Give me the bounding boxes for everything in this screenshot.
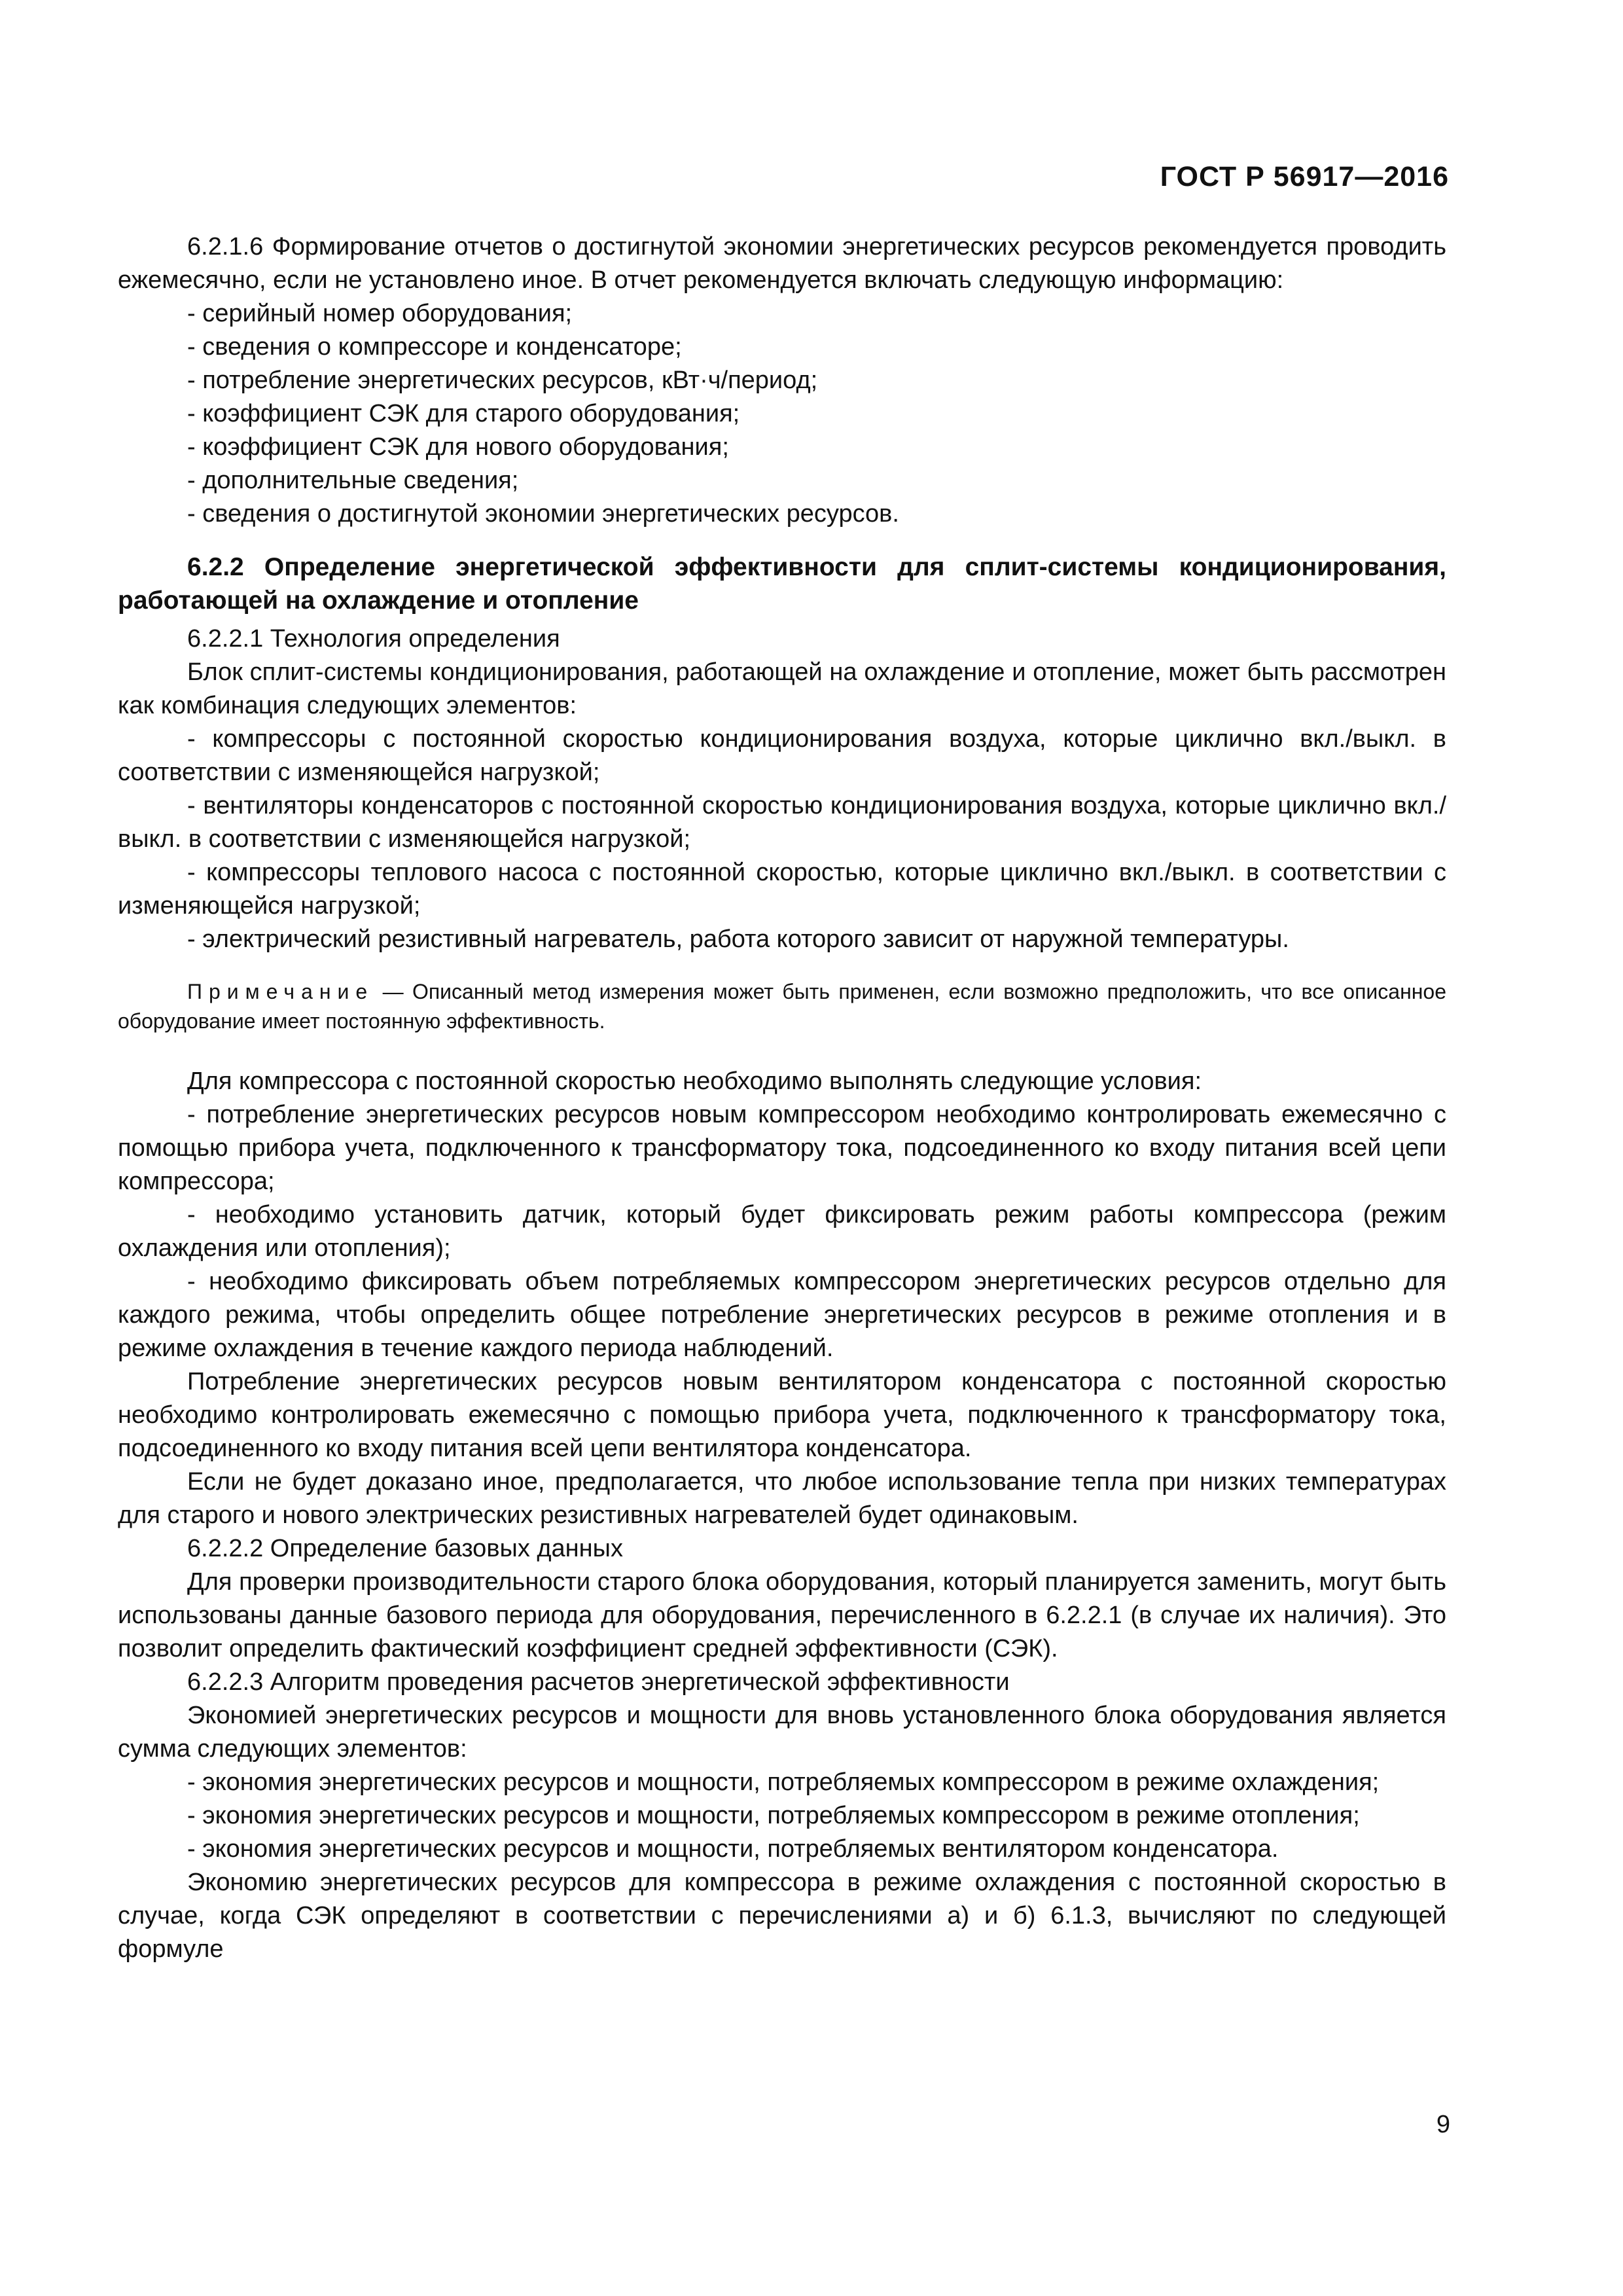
- paragraph: 6.2.2.3 Алгоритм проведения расчетов энергетической эффективности: [187, 1668, 1010, 1696]
- paragraph: 6.2.2.1 Технология определения: [187, 625, 560, 653]
- list-item: - коэффициент СЭК для нового оборудования;: [187, 433, 729, 461]
- paragraph: 6.2.2.2 Определение базовых данных: [187, 1535, 623, 1562]
- paragraph: Если не будет доказано иное, предполагается, что любое использование тепла при низких температурах для старого и нового электрических резистивных нагревателей будет одинаковым.: [118, 1468, 1446, 1529]
- page-number: 9: [1436, 2111, 1450, 2138]
- section-heading: 6.2.2 Определение энергетической эффективности для сплит-системы кондиционирования, работающей на охлаждение и отопление: [118, 553, 1446, 615]
- list-item: - вентиляторы конденсаторов с постоянной скоростью кондиционирования воздуха, которые циклично вкл./выкл. в соответствии с изменяющейся нагрузкой;: [118, 792, 1446, 853]
- document-body: [118, 230, 1446, 1966]
- list-item: - сведения о достигнутой экономии энергетических ресурсов.: [187, 500, 899, 528]
- note-text: — Описанный метод измерения может быть применен, если возможно предположить, что все описанное оборудование имеет постоянную эффективность.: [118, 980, 1446, 1033]
- list-item: - серийный номер оборудования;: [187, 300, 573, 327]
- list-item: - потребление энергетических ресурсов, кВт·ч/период;: [187, 367, 818, 394]
- list-item: - сведения о компрессоре и конденсаторе;: [187, 333, 682, 361]
- paragraph: Потребление энергетических ресурсов новым вентилятором конденсатора с постоянной скоростью необходимо контролировать ежемесячно с помощью прибора учета, подключенного к трансформатору тока, подсоединенного ко входу питания всей цепи вентилятора конденсатора.: [118, 1368, 1446, 1462]
- list-item: - коэффициент СЭК для старого оборудования;: [187, 400, 740, 427]
- paragraph: Для компрессора с постоянной скоростью необходимо выполнять следующие условия:: [187, 1067, 1202, 1095]
- list-item: - экономия энергетических ресурсов и мощности, потребляемых вентилятором конденсатора.: [187, 1835, 1279, 1863]
- paragraph: Блок сплит-системы кондиционирования, работающей на охлаждение и отопление, может быть рассмотрен как комбинация следующих элементов:: [118, 658, 1446, 719]
- list-item: - необходимо фиксировать объем потребляемых компрессором энергетических ресурсов отдельно для каждого режима, чтобы определить общее потребление энергетических ресурсов в режиме отопления и в режиме охлаждения в течение каждого периода наблюдений.: [118, 1268, 1446, 1362]
- list-item: - экономия энергетических ресурсов и мощности, потребляемых компрессором в режиме отопления;: [187, 1802, 1360, 1829]
- list-item: - необходимо установить датчик, который будет фиксировать режим работы компрессора (режим охлаждения или отопления);: [118, 1201, 1446, 1262]
- list-item: - электрический резистивный нагреватель, работа которого зависит от наружной температуры.: [187, 925, 1289, 953]
- note-label: Примечание: [187, 980, 374, 1003]
- paragraph: Для проверки производительности старого блока оборудования, который планируется заменить, могут быть использованы данные базового периода для оборудования, перечисленного в 6.2.2.1 (в случае их наличия). Это позволит определить фактический коэффициент средней эффективности (СЭК).: [118, 1568, 1446, 1662]
- note-paragraph: [118, 977, 1446, 1036]
- paragraph: 6.2.1.6 Формирование отчетов о достигнутой экономии энергетических ресурсов рекомендуется проводить ежемесячно, если не установлено иное. В отчет рекомендуется включать следующую информацию:: [118, 233, 1446, 294]
- list-item: - компрессоры с постоянной скоростью кондиционирования воздуха, которые циклично вкл./выкл. в соответствии с изменяющейся нагрузкой;: [118, 725, 1446, 786]
- document-id-header: ГОСТ Р 56917—2016: [1160, 161, 1449, 192]
- paragraph: Экономией энергетических ресурсов и мощности для вновь установленного блока оборудования является сумма следующих элементов:: [118, 1702, 1446, 1763]
- paragraph: Экономию энергетических ресурсов для компрессора в режиме охлаждения с постоянной скоростью в случае, когда СЭК определяют в соответствии с перечислениями а) и б) 6.1.3, вычисляют по следующей формуле: [118, 1869, 1446, 1963]
- list-item: - дополнительные сведения;: [187, 467, 519, 494]
- list-item: - потребление энергетических ресурсов новым компрессором необходимо контролировать ежемесячно с помощью прибора учета, подключенного к трансформатору тока, подсоединенного ко входу питания всей цепи компрессора;: [118, 1101, 1446, 1195]
- list-item: - экономия энергетических ресурсов и мощности, потребляемых компрессором в режиме охлаждения;: [187, 1768, 1380, 1796]
- list-item: - компрессоры теплового насоса с постоянной скоростью, которые циклично вкл./выкл. в соответствии с изменяющейся нагрузкой;: [118, 859, 1446, 920]
